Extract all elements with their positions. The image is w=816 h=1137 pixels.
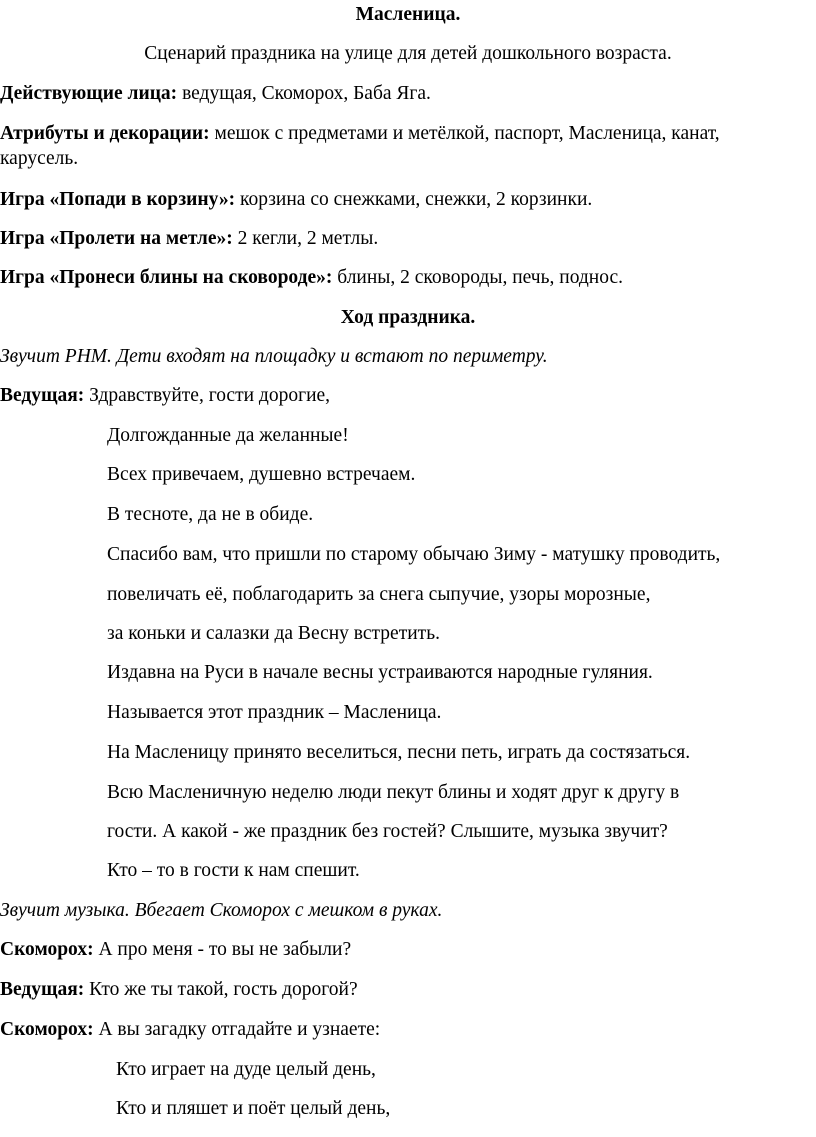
speech-line: Называется этот праздник – Масленица. [107,702,442,723]
document-title: Масленица. [355,4,461,25]
host-speech-first-line: Ведущая: Здравствуйте, гости дорогие, [0,385,331,406]
dialogue-line: Ведущая: Кто же ты такой, гость дорогой? [0,979,358,1000]
speech-line: Кто – то в гости к нам спешит. [107,860,360,881]
stage-direction: Звучит РНМ. Дети входят на площадку и встают по периметру. [0,346,548,367]
section-heading: Ход праздника. [340,307,476,328]
stage-direction: Звучит музыка. Вбегает Скоморох с мешком в руках. [0,900,443,921]
dialogue-line: Скоморох: А про меня - то вы не забыли? [0,939,352,960]
speech-line: Всех привечаем, душевно встречаем. [107,464,416,485]
speech-line: повеличать её, поблагодарить за снега сыпучие, узоры морозные, [107,584,651,605]
riddle-line: Кто и пляшет и поёт целый день, [116,1098,391,1119]
speech-line: гости. А какой - же праздник без гостей? Слышите, музыка звучит? [107,821,668,842]
speech-line: Долгожданные да желанные! [107,425,349,446]
game-broom-line: Игра «Пролети на метле»: 2 кегли, 2 метлы. [0,228,379,249]
speech-line: Спасибо вам, что пришли по старому обычаю Зиму - матушку проводить, [107,544,721,565]
game-pancakes-line: Игра «Пронеси блины на сковороде»: блины, 2 сковороды, печь, поднос. [0,267,624,288]
props-line-continued: карусель. [0,148,79,169]
speech-line: Всю Масленичную неделю люди пекут блины и ходят друг к другу в [107,782,680,803]
characters-line: Действующие лица: ведущая, Скоморох, Баба Яга. [0,83,431,104]
riddle-line: Кто играет на дуде целый день, [116,1059,376,1080]
speech-line: за коньки и салазки да Весну встретить. [107,623,440,644]
game-basket-line: Игра «Попади в корзину»: корзина со снежками, снежки, 2 корзинки. [0,189,593,210]
dialogue-line: Скоморох: А вы загадку отгадайте и узнаете: [0,1019,381,1040]
speech-line: Издавна на Руси в начале весны устраиваются народные гуляния. [107,662,653,683]
speech-line: На Масленицу принято веселиться, песни петь, играть да состязаться. [107,742,691,763]
document-subtitle: Сценарий праздника на улице для детей дошкольного возраста. [144,43,672,64]
speech-line: В тесноте, да не в обиде. [107,504,314,525]
props-line: Атрибуты и декорации: мешок с предметами и метёлкой, паспорт, Масленица, канат, [0,123,720,144]
